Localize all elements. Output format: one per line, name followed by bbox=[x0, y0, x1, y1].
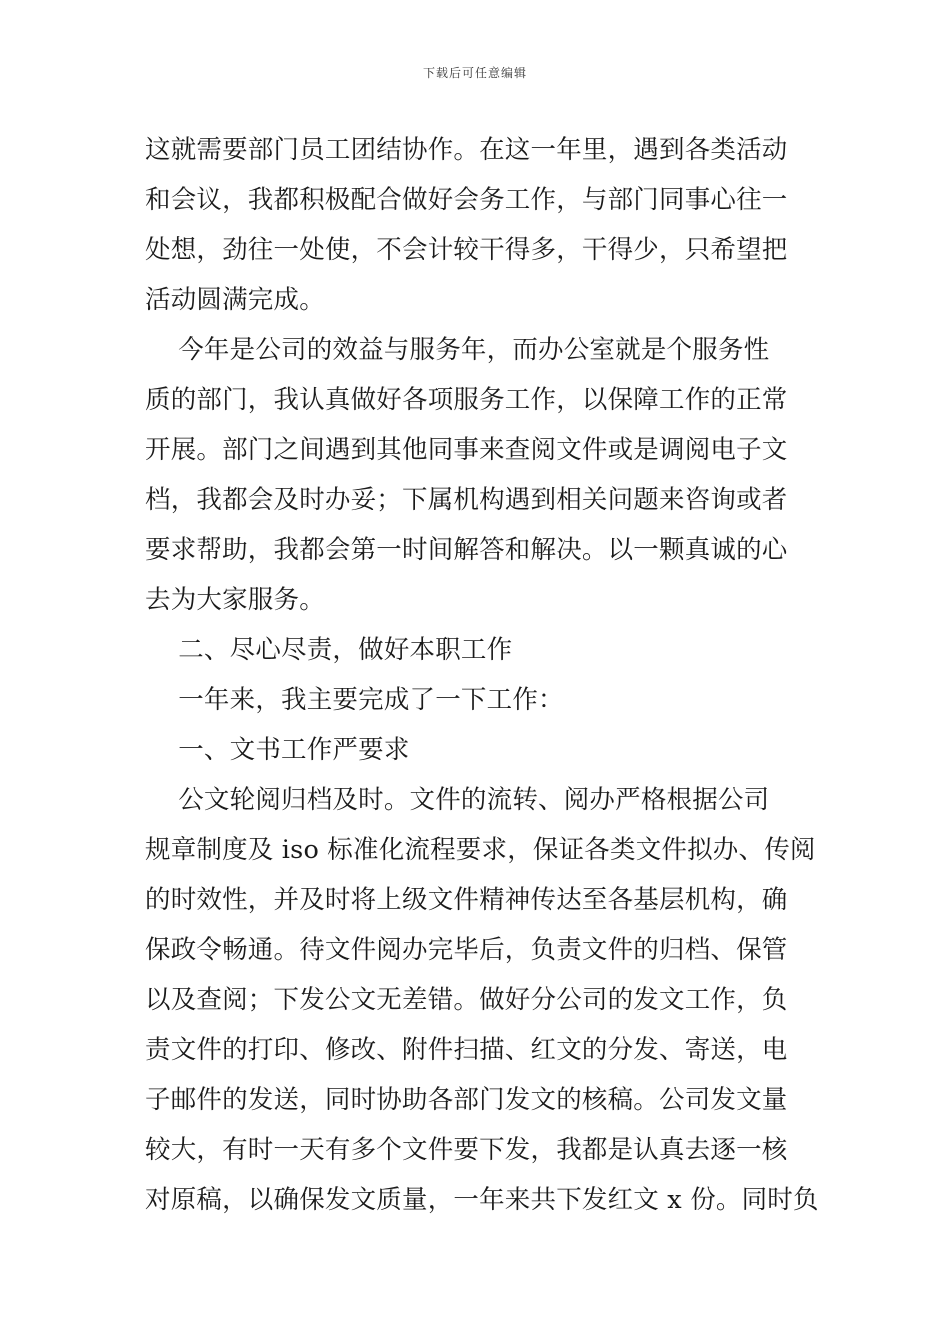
text-line: 对原稿，以确保发文质量，一年来共下发红文 x 份。同时负 bbox=[145, 1185, 819, 1215]
text-line: 要求帮助，我都会第一时间解答和解决。以一颗真诚的心 bbox=[145, 535, 788, 565]
text-line: 开展。部门之间遇到其他同事来查阅文件或是调阅电子文 bbox=[145, 435, 788, 465]
text-line: 和会议，我都积极配合做好会务工作，与部门同事心往一 bbox=[145, 185, 788, 215]
text-line: 质的部门，我认真做好各项服务工作，以保障工作的正常 bbox=[145, 385, 788, 415]
text-line: 去为大家服务。 bbox=[145, 585, 325, 615]
section-heading: 二、尽心尽责，做好本职工作 bbox=[145, 635, 513, 665]
text-line: 处想，劲往一处使，不会计较干得多，干得少，只希望把 bbox=[145, 235, 788, 265]
document-body bbox=[145, 125, 819, 1225]
page-header-note: 下载后可任意编辑 bbox=[422, 66, 527, 80]
text-line: 的时效性，并及时将上级文件精神传达至各基层机构，确 bbox=[145, 885, 788, 915]
text-line: 档，我都会及时办妥；下属机构遇到相关问题来咨询或者 bbox=[145, 485, 788, 515]
text-line: 公文轮阅归档及时。文件的流转、阅办严格根据公司 bbox=[145, 785, 770, 815]
text-line: 责文件的打印、修改、附件扫描、红文的分发、寄送，电 bbox=[145, 1035, 788, 1065]
text-line: 这就需要部门员工团结协作。在这一年里，遇到各类活动 bbox=[145, 135, 788, 165]
text-line: 活动圆满完成。 bbox=[145, 285, 325, 315]
text-line: 以及查阅；下发公文无差错。做好分公司的发文工作，负 bbox=[145, 985, 788, 1015]
text-line: 保政令畅通。待文件阅办完毕后，负责文件的归档、保管 bbox=[145, 935, 788, 965]
text-line: 子邮件的发送，同时协助各部门发文的核稿。公司发文量 bbox=[145, 1085, 788, 1115]
text-line: 今年是公司的效益与服务年，而办公室就是个服务性 bbox=[145, 335, 770, 365]
subsection-heading: 一、文书工作严要求 bbox=[145, 735, 410, 765]
text-line: 一年来，我主要完成了一下工作： bbox=[145, 685, 564, 715]
text-line: 较大，有时一天有多个文件要下发，我都是认真去逐一核 bbox=[145, 1135, 788, 1165]
text-line: 规章制度及 iso 标准化流程要求，保证各类文件拟办、传阅 bbox=[145, 835, 816, 865]
